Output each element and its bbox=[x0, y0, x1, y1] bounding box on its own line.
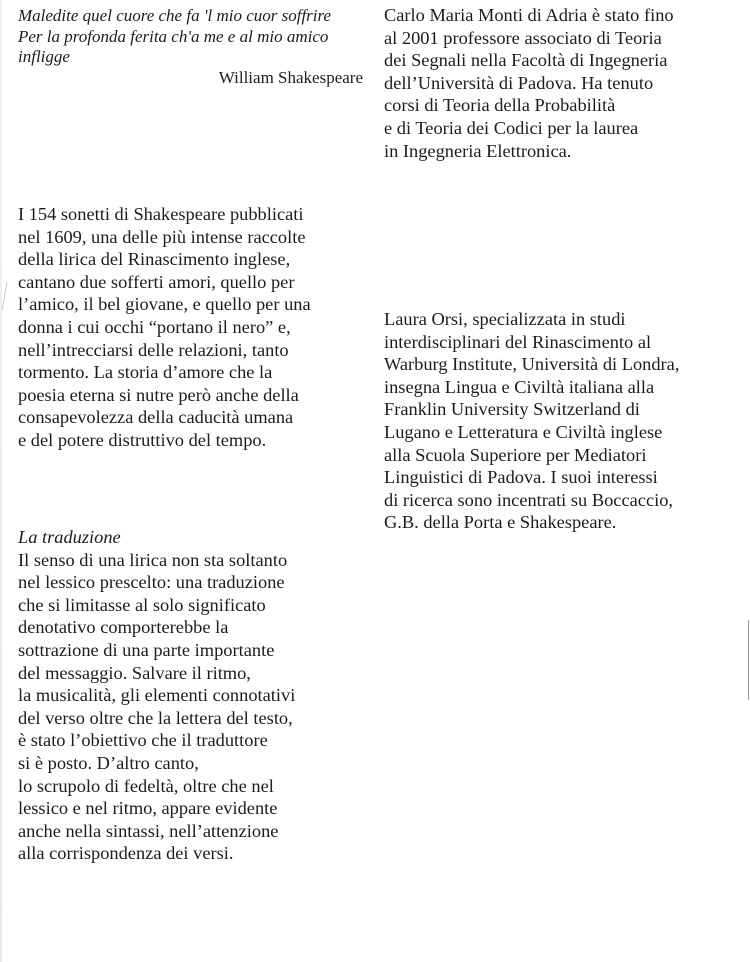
text-line: corsi di Teoria della Probabilità bbox=[384, 95, 616, 116]
text-line: cantano due sofferti amori, quello per bbox=[18, 271, 295, 292]
text-line: G.B. della Porta e Shakespeare. bbox=[384, 512, 617, 533]
text-line: lessico e nel ritmo, appare evidente bbox=[18, 798, 278, 819]
text-line: nell’intrecciarsi delle relazioni, tanto bbox=[18, 339, 289, 360]
text-line: del verso oltre che la lettera del testo, bbox=[18, 707, 293, 728]
epigraph-author: William Shakespeare bbox=[218, 67, 363, 87]
text-line: donna i cui occhi “portano il nero” e, bbox=[18, 316, 291, 337]
text-line: Warburg Institute, Università di Londra, bbox=[384, 354, 680, 375]
text-line: I 154 sonetti di Shakespeare pubblicati bbox=[18, 204, 304, 224]
text-line: Lugano e Letteratura e Civiltà inglese bbox=[384, 421, 663, 442]
section-heading: La traduzione bbox=[18, 527, 121, 547]
text-line: del messaggio. Salvare il ritmo, bbox=[18, 662, 251, 683]
text-line: e di Teoria dei Codici per la laurea bbox=[384, 117, 639, 138]
text-line: denotativo comporterebbe la bbox=[18, 617, 229, 638]
text-line: sottrazione di una parte importante bbox=[18, 639, 275, 660]
text-line: della lirica del Rinascimento inglese, bbox=[18, 249, 291, 270]
translation-section bbox=[18, 526, 368, 865]
epigraph-line: infligge bbox=[18, 47, 70, 66]
epigraph bbox=[18, 6, 363, 88]
text-line: la musicalità, gli elementi connotativi bbox=[18, 685, 296, 706]
text-line: tormento. La storia d’amore che la bbox=[18, 362, 273, 383]
text-line: anche nella sintassi, nell’attenzione bbox=[18, 820, 279, 841]
text-line: alla corrispondenza dei versi. bbox=[18, 843, 234, 864]
text-line: è stato l’obiettivo che il traduttore bbox=[18, 730, 268, 751]
text-line: consapevolezza della caducità umana bbox=[18, 407, 294, 428]
page-edge bbox=[0, 0, 2, 962]
translator-bio bbox=[384, 4, 744, 162]
text-line: l’amico, il bel giovane, e quello per una bbox=[18, 294, 311, 315]
scan-mark bbox=[2, 282, 8, 310]
text-line: al 2001 professore associato di Teoria bbox=[384, 27, 662, 48]
text-line: insegna Lingua e Civiltà italiana alla bbox=[384, 376, 655, 397]
text-line: Laura Orsi, specializzata in studi bbox=[384, 309, 626, 329]
text-line: interdisciplinari del Rinascimento al bbox=[384, 331, 652, 352]
text-line: Il senso di una lirica non sta soltanto bbox=[18, 549, 288, 570]
text-line: alla Scuola Superiore per Mediatori bbox=[384, 444, 647, 465]
page-edge-right bbox=[748, 620, 749, 700]
epigraph-line: Maledite quel cuore che fa 'l mio cuor soffrire bbox=[18, 6, 332, 25]
text-line: Linguistici di Padova. I suoi interessi bbox=[384, 467, 658, 488]
text-line: dei Segnali nella Facoltà di Ingegneria bbox=[384, 50, 668, 71]
text-line: nel 1609, una delle più intense raccolte bbox=[18, 226, 306, 247]
text-line: si è posto. D’altro canto, bbox=[18, 752, 199, 773]
editor-bio bbox=[384, 308, 744, 534]
intro-paragraph bbox=[18, 203, 368, 452]
text-line: in Ingegneria Elettronica. bbox=[384, 140, 572, 161]
text-line: dell’Università di Padova. Ha tenuto bbox=[384, 72, 654, 93]
text-line: e del potere distruttivo del tempo. bbox=[18, 429, 267, 450]
text-line: Carlo Maria Monti di Adria è stato fino bbox=[384, 5, 674, 25]
text-line: che si limitasse al solo significato bbox=[18, 594, 266, 615]
text-line: lo scrupolo di fedeltà, oltre che nel bbox=[18, 775, 274, 796]
text-line: nel lessico prescelto: una traduzione bbox=[18, 572, 285, 593]
epigraph-line: Per la profonda ferita ch'a me e al mio amico bbox=[18, 26, 329, 46]
text-line: poesia eterna si nutre però anche della bbox=[18, 384, 299, 405]
text-line: Franklin University Switzerland di bbox=[384, 399, 640, 420]
text-line: di ricerca sono incentrati su Boccaccio, bbox=[384, 489, 674, 510]
